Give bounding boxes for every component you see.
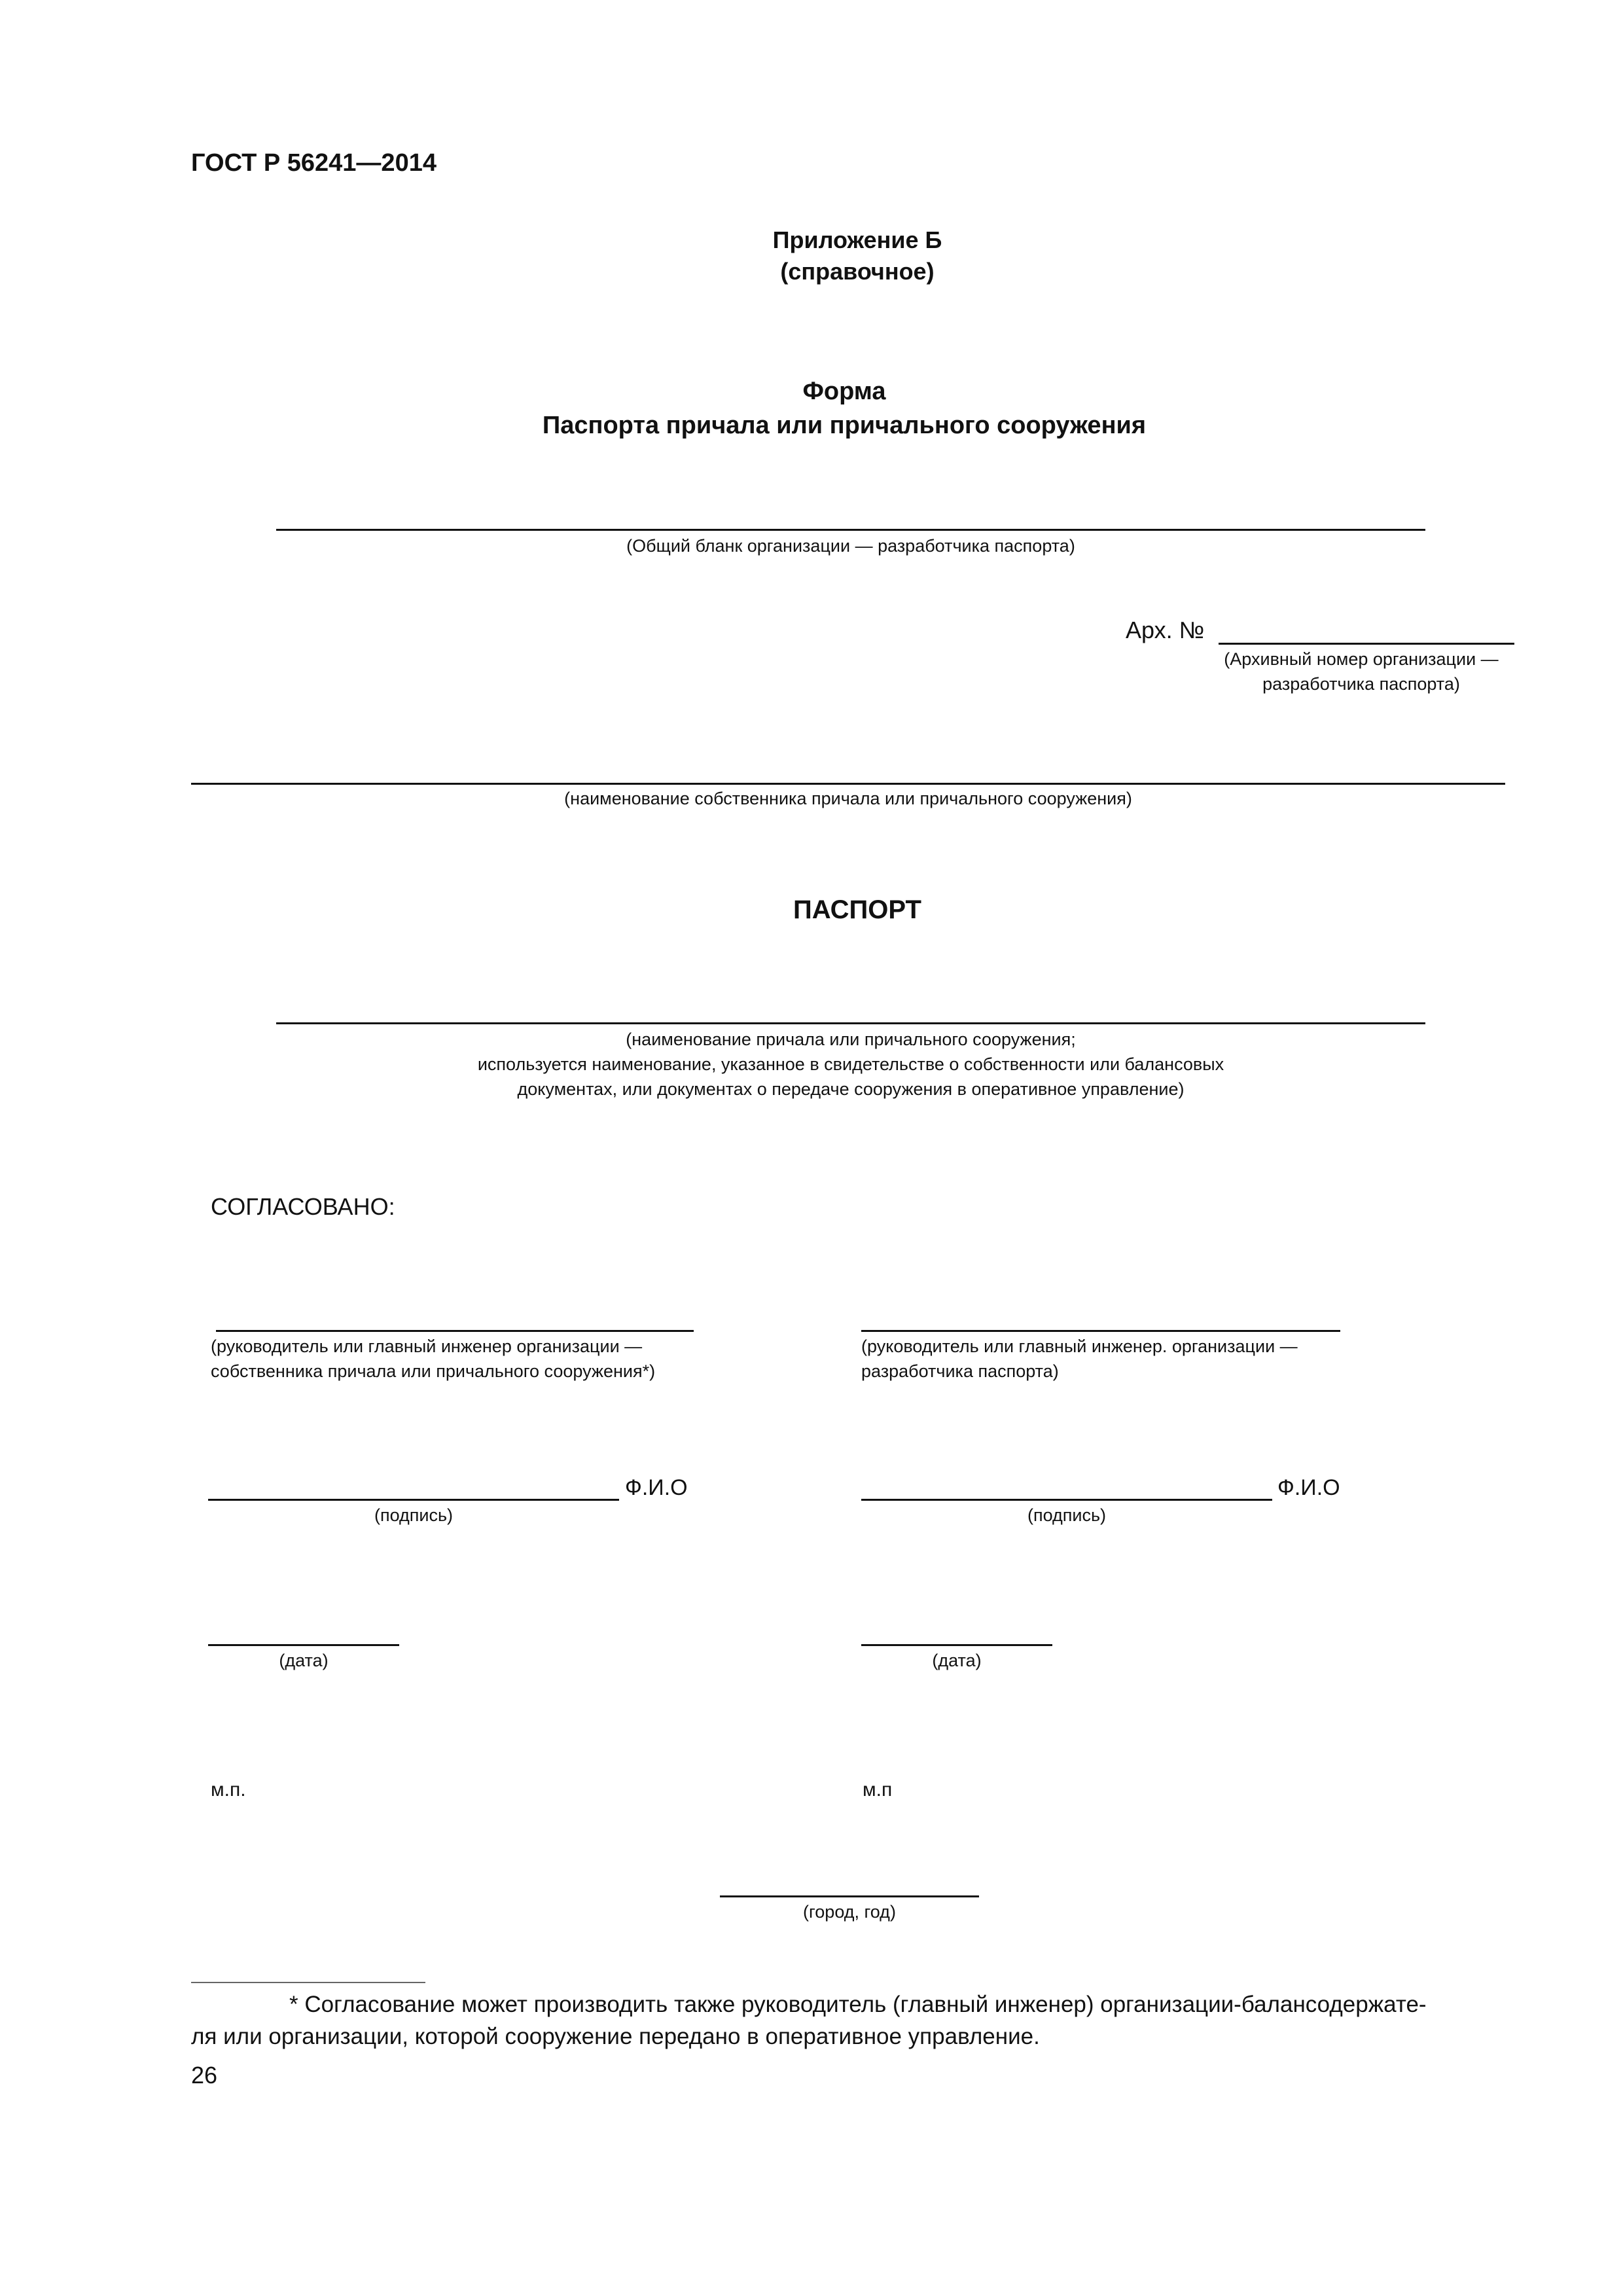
- right-role-line[interactable]: [861, 1330, 1340, 1332]
- right-role-caption: [861, 1334, 1450, 1384]
- archive-caption: [1204, 647, 1518, 696]
- footnote-line2: ля или организации, которой сооружение передано в оперативное управление.: [191, 2024, 1040, 2049]
- left-stamp-label: м.п.: [211, 1779, 246, 1801]
- left-role-caption-line1: (руководитель или главный инженер организации —: [211, 1336, 643, 1356]
- owner-caption: (наименование собственника причала или причального сооружения): [564, 789, 1132, 808]
- page-number: 26: [191, 2062, 218, 2089]
- archive-number-line[interactable]: [1219, 643, 1514, 645]
- annex-title: Приложение Б: [772, 226, 942, 253]
- standard-code: ГОСТ Р 56241—2014: [191, 149, 437, 177]
- agreed-label: СОГЛАСОВАНО:: [211, 1193, 395, 1220]
- archive-caption-line2: разработчика паспорта): [1262, 674, 1460, 694]
- berth-caption-line3: документах, или документах о передаче сооружения в оперативное управление): [517, 1079, 1185, 1099]
- left-date-caption: (дата): [279, 1651, 329, 1670]
- annex-type: (справочное): [780, 258, 935, 285]
- right-fio-label: Ф.И.О: [1277, 1475, 1340, 1500]
- left-role-line[interactable]: [216, 1330, 694, 1332]
- berth-name-line[interactable]: [276, 1022, 1425, 1024]
- right-signature-caption: (подпись): [1027, 1505, 1107, 1525]
- right-stamp-label: м.п: [863, 1779, 893, 1801]
- left-signature-line[interactable]: [208, 1499, 619, 1501]
- left-role-caption: [211, 1334, 800, 1384]
- city-year-line[interactable]: [720, 1895, 979, 1897]
- annex-heading: [681, 224, 1034, 287]
- form-title: [386, 374, 1302, 442]
- letterhead-caption: (Общий бланк организации — разработчика паспорта): [626, 536, 1075, 556]
- left-signature-caption: (подпись): [374, 1505, 454, 1525]
- footnote-line1: * Согласование может производить также руководитель (главный инженер) организации-балансодержате-: [289, 1992, 1427, 2017]
- form-title-line1: Форма: [802, 378, 886, 405]
- footnote-separator: [191, 1982, 425, 1983]
- right-role-caption-line1: (руководитель или главный инженер. организации —: [861, 1336, 1298, 1356]
- right-date-line[interactable]: [861, 1644, 1052, 1646]
- left-date-line[interactable]: [208, 1644, 399, 1646]
- passport-title: ПАСПОРТ: [793, 895, 921, 924]
- footnote: [191, 1988, 1507, 2053]
- berth-caption: [276, 1027, 1425, 1102]
- form-title-line2: Паспорта причала или причального сооружения: [542, 412, 1147, 439]
- left-fio-label: Ф.И.О: [625, 1475, 688, 1500]
- right-role-caption-line2: разработчика паспорта): [861, 1361, 1059, 1381]
- berth-caption-line2: используется наименование, указанное в свидетельстве о собственности или балансовых: [477, 1054, 1224, 1074]
- owner-line[interactable]: [191, 783, 1505, 785]
- right-date-caption: (дата): [932, 1651, 982, 1670]
- letterhead-line[interactable]: [276, 529, 1425, 531]
- right-signature-line[interactable]: [861, 1499, 1272, 1501]
- city-year-caption: (город, год): [803, 1902, 896, 1922]
- archive-label: Арх. №: [1126, 617, 1205, 643]
- left-role-caption-line2: собственника причала или причального сооружения*): [211, 1361, 656, 1381]
- berth-caption-line1: (наименование причала или причального сооружения;: [626, 1030, 1076, 1049]
- archive-caption-line1: (Архивный номер организации —: [1224, 649, 1499, 669]
